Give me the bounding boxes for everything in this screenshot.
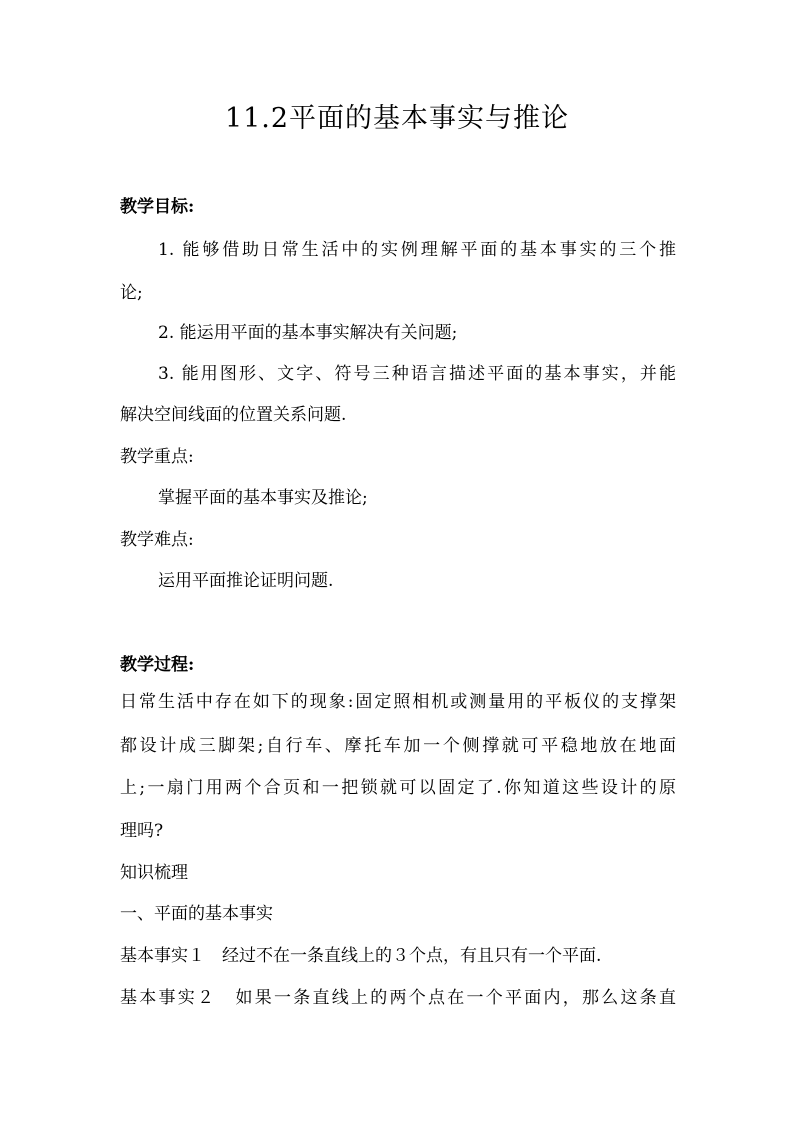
process-paragraph-line-4: 理吗? xyxy=(120,821,164,841)
basic-fact-2: 基本事实２ 如果一条直线上的两个点在一个平面内，那么这条直 xyxy=(120,988,676,1008)
goal-item-2: 2. 能运用平面的基本事实解决有关问题; xyxy=(158,323,458,343)
knowledge-summary-heading: 知识梳理 xyxy=(120,863,188,883)
key-points-text: 掌握平面的基本事实及推论; xyxy=(158,488,368,508)
goal-item-3-line-2: 解决空间线面的位置关系问题. xyxy=(120,405,347,425)
teaching-process-heading: 教学过程: xyxy=(120,655,195,675)
key-points-heading: 教学重点: xyxy=(120,447,194,467)
basic-fact-1: 基本事实１ 经过不在一条直线上的３个点，有且只有一个平面. xyxy=(120,946,602,966)
section-basic-facts-heading: 一、平面的基本事实 xyxy=(120,904,273,924)
difficulties-heading: 教学难点: xyxy=(120,530,194,550)
page-title: 11.2平面的基本事实与推论 xyxy=(224,103,570,134)
difficulties-text: 运用平面推论证明问题. xyxy=(158,571,334,591)
goal-item-1-line-1: 1. 能够借助日常生活中的实例理解平面的基本事实的三个推 xyxy=(158,240,676,260)
process-paragraph-line-3: 上;一扇门用两个合页和一把锁就可以固定了.你知道这些设计的原 xyxy=(120,778,676,798)
goal-item-1-line-2: 论; xyxy=(120,283,143,303)
process-paragraph-line-1: 日常生活中存在如下的现象:固定照相机或测量用的平板仪的支撑架 xyxy=(120,692,676,712)
process-paragraph-line-2: 都设计成三脚架;自行车、摩托车加一个侧撑就可平稳地放在地面 xyxy=(120,736,676,756)
teaching-goals-heading: 教学目标: xyxy=(120,197,195,217)
goal-item-3-line-1: 3. 能用图形、文字、符号三种语言描述平面的基本事实，并能 xyxy=(158,364,676,384)
